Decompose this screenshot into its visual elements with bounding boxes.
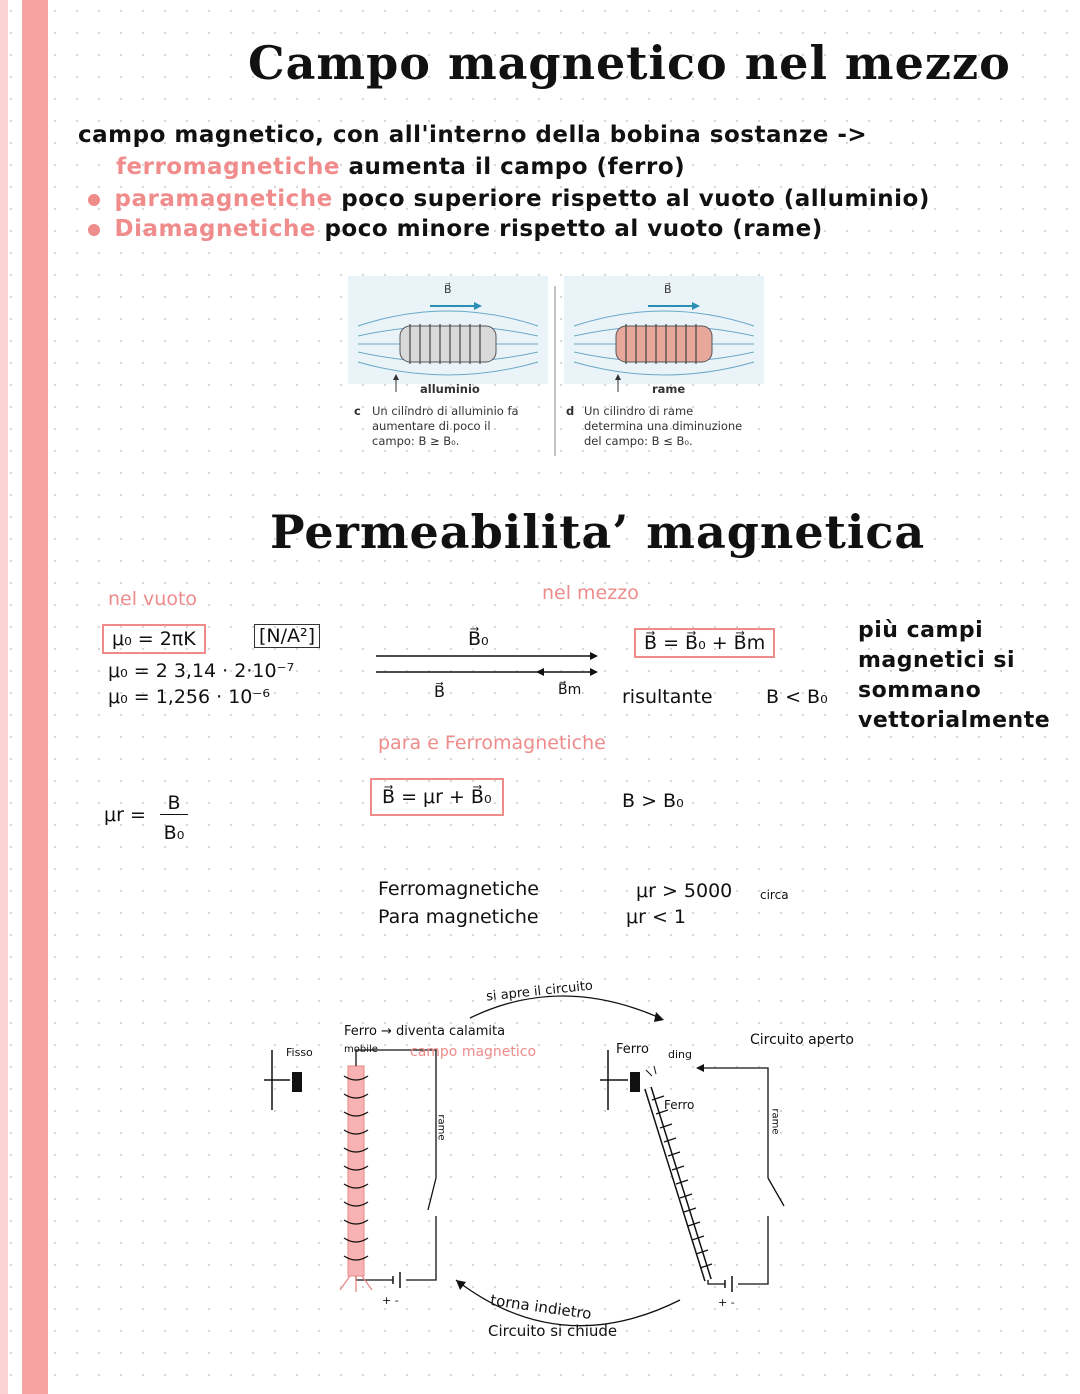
caption-letter-c: c xyxy=(354,404,361,418)
label-para-ferro: para e Ferromagnetiche xyxy=(378,732,606,754)
intro-item-ferro xyxy=(116,154,685,180)
text-para: poco superiore rispetto al vuoto (alluminio) xyxy=(341,186,930,212)
text-ferro: aumenta il campo (ferro) xyxy=(348,154,686,180)
label-circa: circa xyxy=(760,888,789,902)
intro-line: campo magnetico, con all'interno della bobina sostanze -> xyxy=(78,122,868,148)
unit-label: [N/A²] xyxy=(254,624,320,648)
label-ding: ding xyxy=(668,1048,692,1061)
label-b0: B⃗₀ xyxy=(468,628,489,650)
side-note-line: sommano xyxy=(858,678,982,703)
bullet-icon xyxy=(88,224,100,236)
eq-mu0-value: μ₀ = 1,256 · 10⁻⁶ xyxy=(108,686,271,708)
label-paramagnetiche: Para magnetiche xyxy=(378,906,539,928)
vector-b-right: B⃗ xyxy=(664,283,672,296)
side-note-line: magnetici si xyxy=(858,648,1016,673)
label-fisso: Fisso xyxy=(286,1046,313,1059)
label-ferro-small: Ferro xyxy=(664,1098,695,1112)
vector-diagram xyxy=(372,648,602,684)
margin-strip xyxy=(22,0,48,1394)
eq-sum-box: B⃗ = B⃗₀ + B⃗m xyxy=(634,628,775,658)
margin-strip-light xyxy=(0,0,8,1394)
solenoid-figure xyxy=(348,276,764,456)
eq-mu0-calc: μ₀ = 2 3,14 · 2·10⁻⁷ xyxy=(108,660,295,682)
label-ferromagnetiche: Ferromagnetiche xyxy=(378,878,539,900)
vector-b-left: B⃗ xyxy=(444,283,452,296)
caption-right: Un cilindro di rame determina una diminuzione del campo: B ≤ B₀. xyxy=(584,404,743,448)
mur-lhs: μr = xyxy=(104,804,146,826)
term-dia: Diamagnetiche xyxy=(114,216,316,242)
intro-item-dia xyxy=(88,216,823,242)
value-para: μr < 1 xyxy=(626,906,686,928)
label-circuito-chiude: Circuito si chiude xyxy=(488,1322,618,1340)
label-si-apre: si apre il circuito xyxy=(485,978,594,1005)
mur-numerator: B xyxy=(160,792,188,815)
label-campo-magnetico: campo magnetico xyxy=(410,1044,537,1060)
label-plus-minus-left: + - xyxy=(382,1294,399,1307)
label-alluminio: alluminio xyxy=(420,382,480,396)
caption-left: Un cilindro di alluminio fa aumentare di poco il campo: B ≥ B₀. xyxy=(372,404,519,448)
eq-mu0-box: μ₀ = 2πK xyxy=(102,624,206,654)
side-note xyxy=(858,616,1050,736)
label-b: B⃗ xyxy=(434,682,445,701)
label-bm: B⃗m xyxy=(558,682,582,698)
side-note-line: vettorialmente xyxy=(858,708,1051,733)
label-mobile: mobile xyxy=(344,1044,378,1055)
heading-mezzo: nel mezzo xyxy=(542,582,639,604)
label-b-greater: B > B₀ xyxy=(622,790,684,812)
term-ferro: ferromagnetiche xyxy=(116,154,341,180)
section-title: Permeabilita’ magnetica xyxy=(270,505,926,559)
bullet-icon xyxy=(88,194,100,206)
heading-vuoto: nel vuoto xyxy=(108,588,198,610)
intro-item-para xyxy=(88,186,930,212)
label-torna: torna indietro xyxy=(489,1290,593,1324)
label-b-less: B < B₀ xyxy=(766,686,828,708)
page-title: Campo magnetico nel mezzo xyxy=(248,36,1011,90)
value-ferro: μr > 5000 xyxy=(636,880,733,902)
label-circuito-aperto: Circuito aperto xyxy=(750,1032,854,1048)
label-rame: rame xyxy=(652,382,686,396)
label-risultante: risultante xyxy=(622,686,713,708)
eq-mur-box: B⃗ = μr + B⃗₀ xyxy=(370,778,504,816)
mur-denominator: B₀ xyxy=(163,822,185,844)
label-ferro-diventa: Ferro → diventa calamita xyxy=(344,1024,506,1039)
text-dia: poco minore rispetto al vuoto (rame) xyxy=(324,216,823,242)
label-rame-left: rame xyxy=(435,1114,447,1141)
term-para: paramagnetiche xyxy=(114,186,333,212)
label-plus-minus-right: + - xyxy=(718,1296,735,1309)
label-ferro-right: Ferro xyxy=(616,1042,649,1057)
label-rame-right: rame xyxy=(769,1108,781,1135)
caption-letter-d: d xyxy=(566,404,575,418)
side-note-line: più campi xyxy=(858,618,984,643)
